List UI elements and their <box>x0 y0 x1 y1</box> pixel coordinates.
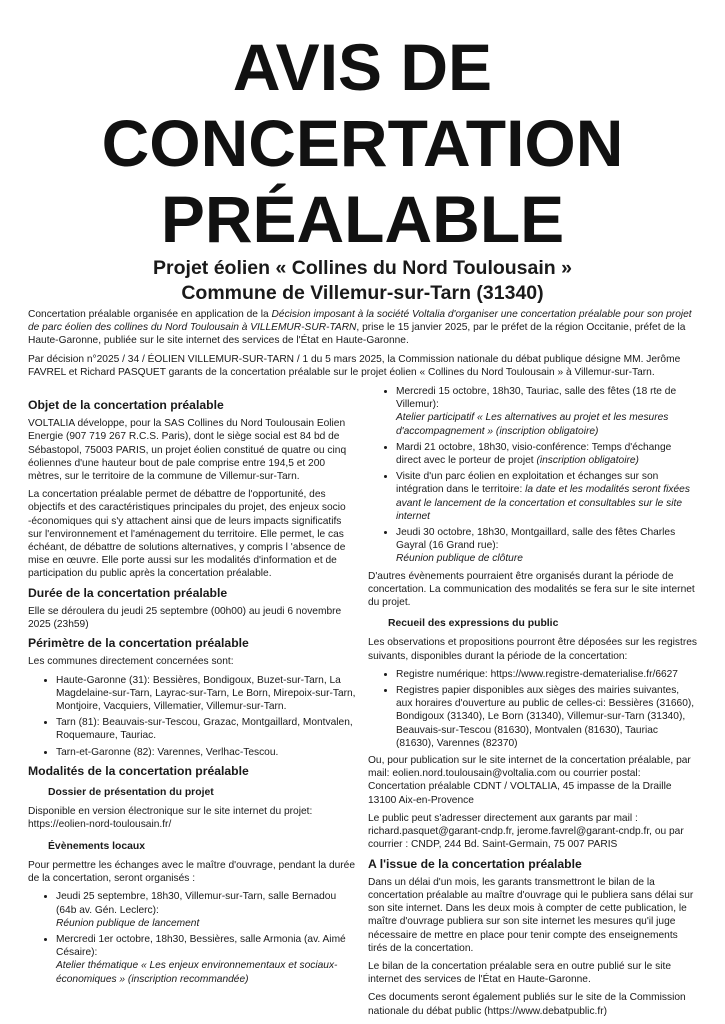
project-title: Projet éolien « Collines du Nord Toulousain » <box>153 257 572 279</box>
dossier-paragraph: Disponible en version électronique sur le site internet du projet: https://eolien-nord-toulousain.fr/ <box>28 806 313 831</box>
commune-title: Commune de Villemur-sur-Tarn (31340) <box>181 282 544 304</box>
perimetre-paragraph: Les communes directement concernées sont: <box>28 656 234 668</box>
event-text: Mardi 21 octobre, 18h30, visio-conférence: Temps d'échange direct avec le porteur de projet <box>396 441 672 467</box>
event-text: Mercredi 1er octobre, 18h30, Bessières, salle Armonia (av. Aimé Césaire): <box>56 933 346 959</box>
intro-paragraph-2: Par décision n°2025 / 34 / ÉOLIEN VILLEMUR-SUR-TARN / 1 du 5 mars 2025, la Commission nationale du débat publique désigne MM. Jerôme FAVREL et Richard PASQUET garants de la concertation préalable sur le projet éolien « Collines du Nord Toulousain » à Villemur-sur-Tarn. <box>28 354 681 378</box>
list-item <box>396 385 698 438</box>
issue-heading: A l'issue de la concertation préalable <box>368 856 582 871</box>
list-item: • Haute-Garonne (31): Bessières, Bondigoux, Buzet-sur-Tarn, La Magdelaine-sur-Tarn, Layrac-sur-Tarn, Le Born, Mirepoix-sur-Tarn, Montjoire, Vacquiers, Villematier, Villemur-sur-Tarn. <box>56 674 358 714</box>
events-after-paragraph: D'autres évènements pourraient être organisés durant la période de concertation. La communication des modalités se fera sur le site internet du projet. <box>368 570 695 609</box>
objet-paragraph-1: VOLTALIA développe, pour la SAS Collines du Nord Toulousain Eolien Energie (907 719 267 R.C.S. Paris), dont le siège social est 84 bd de Sébastopol, 75003 PARIS, un projet éolien constitué de quatre ou cinq éoliennes d'une hauteur bout de pale comprise entre 194,5 et 200 mètres, sur le territoire de la commune de Villemur-sur-Tarn. <box>28 418 347 483</box>
list-item <box>56 933 358 986</box>
dossier-heading: Dossier de présentation du projet <box>48 787 214 799</box>
recueil-paragraph-1: Les observations et propositions pourront être déposées sur les registres suivants, disponibles durant la période de la concertation: <box>368 637 698 662</box>
title-line-1: AVIS DE <box>232 30 493 104</box>
duree-heading: Durée de la concertation préalable <box>28 585 228 600</box>
list-item: • Tarn (81): Beauvais-sur-Tescou, Grazac, Montgaillard, Montvalen, Roquemaure, Tauriac. <box>56 716 358 742</box>
event-text: Visite d'un parc éolien en exploitation et échanges sur son intégration dans le territoire: <box>396 471 659 496</box>
events-list-right <box>368 385 698 566</box>
list-item <box>396 470 698 523</box>
modalites-heading: Modalités de la concertation préalable <box>28 763 249 778</box>
event-detail: Réunion publique de clôture <box>396 553 523 565</box>
objet-heading: Objet de la concertation préalable <box>28 398 224 412</box>
duree-paragraph: Elle se déroulera du jeudi 25 septembre (00h00) au jeudi 6 novembre 2025 (23h59) <box>28 605 342 631</box>
issue-paragraph-2: Le bilan de la concertation préalable sera en outre publié sur le site internet des services de l'État en Haute-Garonne. <box>368 960 671 986</box>
event-text: Mercredi 15 octobre, 18h30, Tauriac, salle des fêtes (18 rte de Villemur): <box>396 386 677 411</box>
recueil-paragraph-3: Le public peut s'adresser directement aux garants par mail : richard.pasquet@garant-cndp.fr, jerome.favrel@garant-cndp.fr, ou par courrier : CNDP, 244 Bd. Saint-Germain, 75 007 PARIS <box>368 812 684 851</box>
registres-list <box>368 668 698 750</box>
objet-paragraph-2: La concertation préalable permet de débattre de l'opportunité, des objectifs et des caractéristiques principales du projet, des enjeux socio -économiques qui s'y attachent ainsi que de leurs impacts significatifs sur l'environnement et l'aménagement du territoire. Elle permet, le cas échéant, de débattre de solutions alternatives, y compris l 'absence de mise en œuvre. Elle porte aussi sur les modalités d'information et de participation du public après la concertation préalable. <box>28 489 346 580</box>
events-paragraph: Pour permettre les échanges avec le maître d'ouvrage, pendant la durée de la concertation, seront organisés : <box>28 859 356 885</box>
intro-text-end: , prise le 15 janvier 2025, par le préfet de la région Occitanie, préfet de la Haute-Garonne, publiée sur le site internet des services de l'État en Haute-Garonne. <box>28 322 686 346</box>
right-column <box>368 385 698 1023</box>
list-item <box>396 526 698 566</box>
recueil-paragraph-2: Ou, pour publication sur le site internet de la concertation préalable, par mail: eolien.nord.toulousain@voltalia.com ou courrier postal: Concertation préalable CDNT / VOLTALIA, 45 impasse de la Draille 13100 Aix-en-Provence <box>368 755 691 806</box>
title-line-3: PRÉALABLE <box>160 182 565 256</box>
intro-paragraph-1 <box>28 308 700 347</box>
events-heading: Évènements locaux <box>48 840 146 852</box>
intro-decision-title: Décision imposant à la société Voltalia d'organiser une concertation préalable pour son projet de parc éolien des collines du Nord Toulousain à VILLEMUR-SUR-TARN <box>28 309 692 333</box>
event-detail: Réunion publique de lancement <box>56 917 200 929</box>
list-item <box>56 890 358 930</box>
event-detail: Atelier thématique « Les enjeux environnementaux et sociaux-économiques » (inscription recommandée) <box>56 960 338 985</box>
event-detail: Atelier participatif « Les alternatives au projet et les mesures d'accompagnement » (inscription obligatoire) <box>396 412 669 437</box>
event-detail: (inscription obligatoire) <box>536 455 639 467</box>
event-detail: la date et les modalités seront fixées avant le lancement de la concertation et consultables sur le site internet <box>396 484 690 522</box>
intro-text: Concertation préalable organisée en application de la <box>28 309 272 320</box>
perimetre-heading: Périmètre de la concertation préalable <box>28 636 249 651</box>
events-list-left <box>28 890 358 985</box>
recueil-heading: Recueil des expressions du public <box>388 618 559 630</box>
issue-paragraph-3: Ces documents seront également publiés sur le site de la Commission nationale du débat public (https://www.debatpublic.fr) <box>368 992 686 1017</box>
list-item: • Registre numérique: https://www.registre-dematerialise.fr/6627 <box>396 668 698 681</box>
event-text: Jeudi 30 octobre, 18h30, Montgaillard, salle des fêtes Charles Gayral (16 Grand rue): <box>396 527 676 552</box>
event-text: Jeudi 25 septembre, 18h30, Villemur-sur-Tarn, salle Bernadou (64b av. Gén. Leclerc): <box>56 891 337 916</box>
list-item <box>396 441 698 467</box>
issue-paragraph-1: Dans un délai d'un mois, les garants transmettront le bilan de la concertation préalable au maître d'ouvrage qui le publiera sans délai sur son site internet. Dans les deux mois à compter de cette publication, le maître d'ouvrage publiera sur son site internet les mesures qu'il juge nécessaire de mettre en place pour tenir compte des enseignements tirés de la concertation. <box>368 876 694 954</box>
list-item: • Registres papier disponibles aux sièges des mairies suivantes, aux horaires d'ouverture au public de celles-ci: Bessières (31660), Bondigoux (31340), Le Born (31340), Villemur-sur-Tarn (31340), Beauvais-sur-Tescou (81630), Montvalen (81630), Tauriac (81630), Varennes (82370) <box>396 684 698 750</box>
intro <box>28 308 700 385</box>
left-column <box>28 393 358 990</box>
title-line-2: CONCERTATION <box>101 106 624 180</box>
list-item: • Tarn-et-Garonne (82): Varennes, Verlhac-Tescou. <box>56 746 358 759</box>
communes-list <box>28 674 358 759</box>
